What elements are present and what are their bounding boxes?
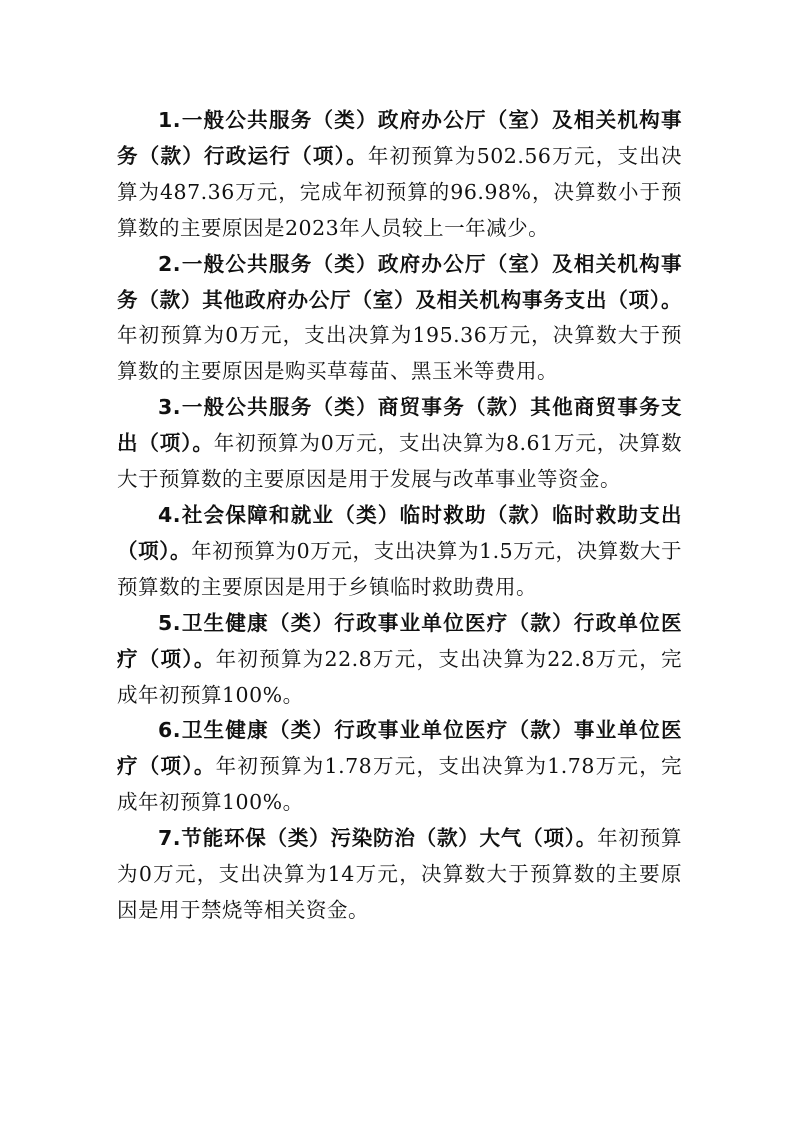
document-body	[117, 103, 682, 929]
paragraph-item-4	[117, 498, 682, 606]
paragraph-heading: 3.一般公共服务（类）商贸事务（款）其他商贸事务支出（项）。	[117, 395, 682, 456]
paragraph-body: 年初预算为0万元，支出决算为1.5万元，决算数大于预算数的主要原因是用于乡镇临时救助费用。	[117, 538, 682, 599]
paragraph-item-5	[117, 606, 682, 714]
paragraph-body: 年初预算为0万元，支出决算为14万元，决算数大于预算数的主要原因是用于禁烧等相关资金。	[117, 826, 682, 922]
paragraph-item-7	[117, 821, 682, 929]
paragraph-heading: 2.一般公共服务（类）政府办公厅（室）及相关机构事务（款）其他政府办公厅（室）及相关机构事务支出（项）。	[117, 251, 682, 312]
paragraph-item-1	[117, 103, 682, 247]
paragraph-body: 年初预算为1.78万元，支出决算为1.78万元，完成年初预算100%。	[117, 754, 682, 815]
paragraph-heading: 4.社会保障和就业（类）临时救助（款）临时救助支出（项）。	[117, 502, 682, 563]
paragraph-body: 年初预算为22.8万元，支出决算为22.8万元，完成年初预算100%。	[117, 646, 682, 707]
paragraph-body: 年初预算为0万元，支出决算为8.61万元，决算数大于预算数的主要原因是用于发展与改革事业等资金。	[117, 431, 683, 492]
paragraph-item-6	[117, 713, 682, 821]
paragraph-body: 年初预算为0万元，支出决算为195.36万元，决算数大于预算数的主要原因是购买草莓苗、黑玉米等费用。	[117, 323, 682, 384]
paragraph-item-2	[117, 247, 682, 391]
paragraph-body: 年初预算为502.56万元，支出决算为487.36万元，完成年初预算的96.98%，决算数小于预算数的主要原因是2023年人员较上一年减少。	[117, 143, 682, 240]
paragraph-heading: 6.卫生健康（类）行政事业单位医疗（款）事业单位医疗（项）。	[117, 718, 682, 779]
paragraph-heading: 5.卫生健康（类）行政事业单位医疗（款）行政单位医疗（项）。	[117, 610, 682, 671]
paragraph-heading: 1.一般公共服务（类）政府办公厅（室）及相关机构事务（款）行政运行（项）。	[117, 108, 682, 168]
paragraph-heading: 7.节能环保（类）污染防治（款）大气（项）。	[158, 826, 598, 851]
paragraph-item-3	[117, 390, 682, 498]
